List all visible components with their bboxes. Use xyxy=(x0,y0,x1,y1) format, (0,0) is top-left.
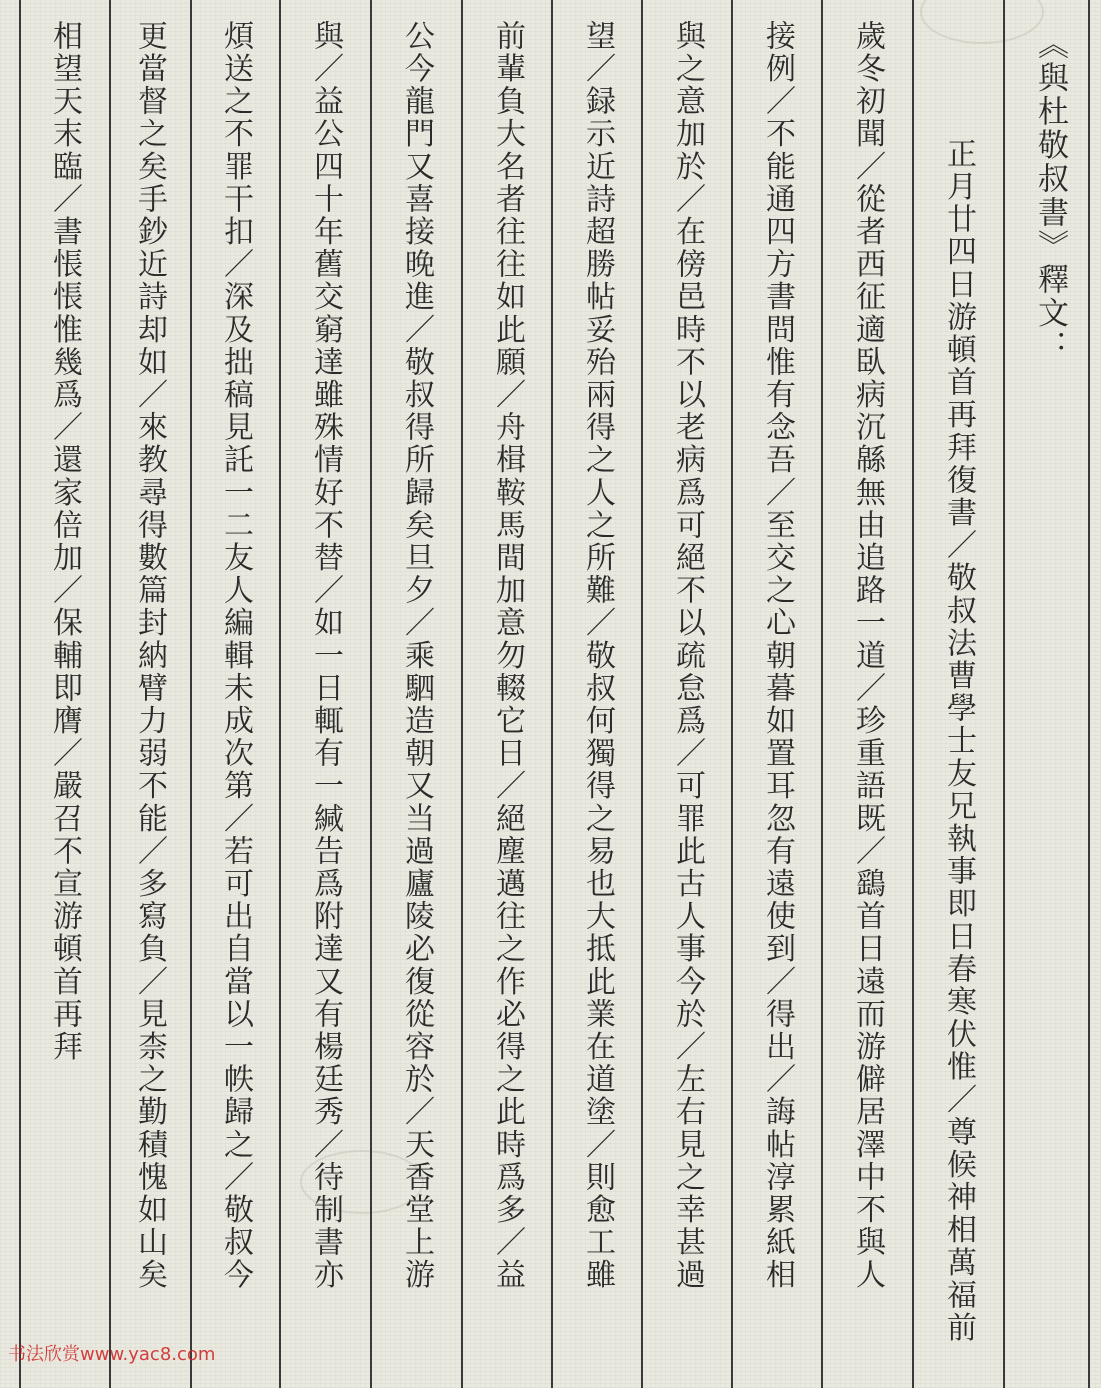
column-rule xyxy=(190,0,192,1388)
column-rule xyxy=(551,0,553,1388)
column-rule xyxy=(912,0,914,1388)
text-column-2: 歲冬初聞／從者西征適臥病沉緜無由追路一道／珍重語既／鷂首日遠而游僻居澤中不與人 xyxy=(850,20,885,1292)
text-column-8: 與／益公四十年舊交窮達雖殊情好不替／如一日輒有一緘告爲附達又有楊廷秀／待制書亦 xyxy=(308,20,343,1292)
column-rule xyxy=(461,0,463,1388)
column-rule xyxy=(19,0,21,1388)
document-title: 《與杜敬叔書》釋文： xyxy=(1032,28,1068,364)
column-rule xyxy=(370,0,372,1388)
column-rule xyxy=(109,0,111,1388)
text-column-10: 更當督之矣手鈔近詩却如／來教尋得數篇封納臂力弱不能／多寫負／見柰之勤積愧如山矣 xyxy=(132,20,167,1292)
text-column-5: 望／録示近詩超勝帖妥殆兩得之人之所難／敬叔何獨得之易也大抵此業在道塗／則愈工雖 xyxy=(580,20,615,1292)
text-column-6: 前輩負大名者往往如此願／舟楫鞍馬間加意勿輟它日／絕塵邁往之作必得之此時爲多／益 xyxy=(490,20,525,1292)
text-column-1: 正月廿四日游頓首再拜復書／敬叔法曹學士友兄執事即日春寒伏惟／尊候神相萬福前 xyxy=(941,138,976,1345)
site-watermark: 书法欣赏www.yac8.com xyxy=(8,1344,216,1365)
column-rule xyxy=(1003,0,1005,1388)
text-column-11: 相望天末臨／書悵悵惟幾爲／還家倍加／保輔即膺／嚴召不宣游頓首再拜 xyxy=(47,20,82,1064)
text-column-3: 接例／不能通四方書問惟有念吾／至交之心朝暮如置耳忽有遠使到／得出／誨帖淳累紙相 xyxy=(760,20,795,1292)
column-rule xyxy=(731,0,733,1388)
text-column-9: 煩送之不罪干扣／深及拙稿見託一二友人編輯未成次第／若可出自當以一帙歸之／敬叔今 xyxy=(218,20,253,1292)
column-rule xyxy=(821,0,823,1388)
text-column-7: 公今龍門又喜接晚進／敬叔得所歸矣旦夕／乘駟造朝又当過廬陵必復從容於／天香堂上游 xyxy=(399,20,434,1292)
text-column-4: 與之意加於／在傍邑時不以老病爲可絕不以疏怠爲／可罪此古人事今於／左右見之幸甚過 xyxy=(670,20,705,1292)
column-rule xyxy=(279,0,281,1388)
column-rule xyxy=(641,0,643,1388)
column-rule xyxy=(1088,0,1090,1388)
